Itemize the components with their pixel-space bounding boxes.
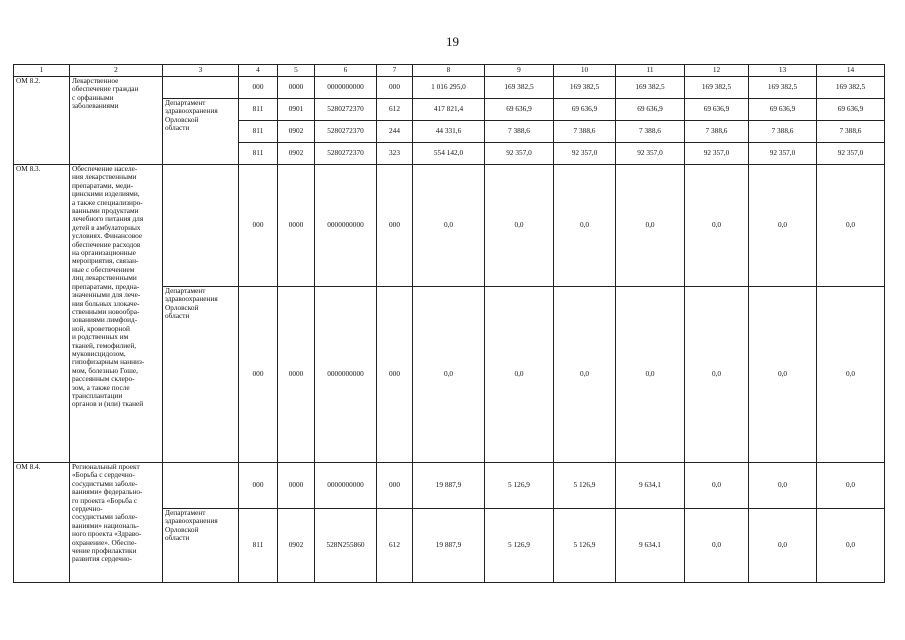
cell: 0901 bbox=[278, 99, 315, 121]
cell: 5 126,9 bbox=[554, 509, 616, 583]
cell: 0,0 bbox=[554, 165, 616, 287]
cell: 69 636,9 bbox=[485, 99, 554, 121]
cell: 000 bbox=[377, 77, 413, 99]
cell: 244 bbox=[377, 121, 413, 143]
cell: 0,0 bbox=[485, 165, 554, 287]
cell: 7 388,6 bbox=[685, 121, 749, 143]
cell: 69 636,9 bbox=[749, 99, 817, 121]
cell: 0,0 bbox=[554, 287, 616, 463]
cell: 0902 bbox=[278, 121, 315, 143]
cell: 417 821,4 bbox=[413, 99, 485, 121]
col-header: 5 bbox=[278, 65, 315, 77]
cell: 0000 bbox=[278, 463, 315, 509]
cell: 5 126,9 bbox=[485, 509, 554, 583]
cell: 69 636,9 bbox=[616, 99, 685, 121]
cell: 0,0 bbox=[817, 165, 885, 287]
cell: 7 388,6 bbox=[817, 121, 885, 143]
cell: 612 bbox=[377, 509, 413, 583]
measure-code: ОМ 8.2. bbox=[14, 77, 70, 165]
cell: 5 126,9 bbox=[485, 463, 554, 509]
cell: 9 634,1 bbox=[616, 509, 685, 583]
col-header: 13 bbox=[749, 65, 817, 77]
cell: 0,0 bbox=[485, 287, 554, 463]
cell: 000 bbox=[239, 77, 278, 99]
cell: 000 bbox=[377, 165, 413, 287]
cell: 0,0 bbox=[817, 287, 885, 463]
cell: 92 357,0 bbox=[817, 143, 885, 165]
cell: 169 382,5 bbox=[616, 77, 685, 99]
cell: 92 357,0 bbox=[749, 143, 817, 165]
cell: 69 636,9 bbox=[817, 99, 885, 121]
cell: 169 382,5 bbox=[485, 77, 554, 99]
executor: Департамент здравоохранения Орловской области bbox=[163, 509, 239, 583]
cell: 0000 bbox=[278, 165, 315, 287]
cell: 169 382,5 bbox=[554, 77, 616, 99]
cell: 811 bbox=[239, 121, 278, 143]
cell: 5 126,9 bbox=[554, 463, 616, 509]
cell: 612 bbox=[377, 99, 413, 121]
col-header: 4 bbox=[239, 65, 278, 77]
cell: 5280272370 bbox=[315, 121, 377, 143]
col-header: 12 bbox=[685, 65, 749, 77]
table-row bbox=[14, 165, 885, 287]
header-row bbox=[14, 65, 885, 77]
cell: 0000 bbox=[278, 287, 315, 463]
cell: 000 bbox=[239, 463, 278, 509]
cell: 0,0 bbox=[817, 509, 885, 583]
measure-code: ОМ 8.4. bbox=[14, 463, 70, 583]
cell: 9 634,1 bbox=[616, 463, 685, 509]
cell: 0,0 bbox=[749, 165, 817, 287]
cell: 44 331,6 bbox=[413, 121, 485, 143]
col-header: 1 bbox=[14, 65, 70, 77]
table-row bbox=[14, 77, 885, 99]
col-header: 9 bbox=[485, 65, 554, 77]
cell: 0,0 bbox=[685, 165, 749, 287]
cell: 0,0 bbox=[817, 463, 885, 509]
cell: 92 357,0 bbox=[616, 143, 685, 165]
col-header: 11 bbox=[616, 65, 685, 77]
cell: 5280272370 bbox=[315, 99, 377, 121]
cell: 0,0 bbox=[685, 463, 749, 509]
executor-empty bbox=[163, 77, 239, 99]
cell: 0902 bbox=[278, 143, 315, 165]
executor: Департамент здравоохранения Орловской области bbox=[163, 287, 239, 463]
col-header: 14 bbox=[817, 65, 885, 77]
cell: 000 bbox=[377, 287, 413, 463]
cell: 7 388,6 bbox=[749, 121, 817, 143]
cell: 69 636,9 bbox=[685, 99, 749, 121]
cell: 0000000000 bbox=[315, 165, 377, 287]
cell: 1 016 295,0 bbox=[413, 77, 485, 99]
cell: 0,0 bbox=[413, 287, 485, 463]
cell: 19 887,9 bbox=[413, 463, 485, 509]
cell: 0,0 bbox=[616, 287, 685, 463]
cell: 0,0 bbox=[413, 165, 485, 287]
cell: 0000000000 bbox=[315, 287, 377, 463]
cell: 0000000000 bbox=[315, 463, 377, 509]
cell: 0000000000 bbox=[315, 77, 377, 99]
col-header: 10 bbox=[554, 65, 616, 77]
cell: 323 bbox=[377, 143, 413, 165]
executor: Департамент здравоохранения Орловской области bbox=[163, 99, 239, 165]
cell: 554 142,0 bbox=[413, 143, 485, 165]
cell: 0,0 bbox=[685, 509, 749, 583]
col-header: 8 bbox=[413, 65, 485, 77]
cell: 169 382,5 bbox=[685, 77, 749, 99]
cell: 811 bbox=[239, 143, 278, 165]
col-header: 7 bbox=[377, 65, 413, 77]
col-header: 2 bbox=[70, 65, 163, 77]
cell: 000 bbox=[239, 287, 278, 463]
measure-description: Обеспечение населе- ния лекарственными препаратами, меди- цинскими изделиями, а также специализиро- ванными продуктами лечебного питания для детей в амбулаторных условиях. Финансовое обеспечение расходов на организационные мероприятия, связан- ные с обеспечением лиц лекарственными препаратами, предна- значенными для лече- ния больных злокаче- ственными новообра- зованиями лимфоид- ной, кроветворной и родственных им тканей, гемофилией, муковисцидозом, гипофизарным нанниз- мом, болезнью Гоше, рассеянным склеро- зом, а также после трансплантации органов и (или) тканей bbox=[70, 165, 163, 463]
executor-empty bbox=[163, 165, 239, 287]
measure-description: Региональный проект «Борьба с сердечно- сосудистыми заболе- ваниями» федерально- го проекта «Борьба с сердечно- сосудистыми заболе- ваниями» националь- ного проекта «Здраво- охранение». Обеспе- чение профилактики развития сердечно- bbox=[70, 463, 163, 583]
cell: 528N255860 bbox=[315, 509, 377, 583]
cell: 5280272370 bbox=[315, 143, 377, 165]
cell: 7 388,6 bbox=[554, 121, 616, 143]
cell: 7 388,6 bbox=[485, 121, 554, 143]
cell: 000 bbox=[239, 165, 278, 287]
cell: 19 887,9 bbox=[413, 509, 485, 583]
cell: 0902 bbox=[278, 509, 315, 583]
cell: 7 388,6 bbox=[616, 121, 685, 143]
measure-code: ОМ 8.3. bbox=[14, 165, 70, 463]
cell: 0,0 bbox=[749, 509, 817, 583]
cell: 0,0 bbox=[616, 165, 685, 287]
cell: 92 357,0 bbox=[485, 143, 554, 165]
table-row bbox=[14, 463, 885, 509]
cell: 0,0 bbox=[749, 287, 817, 463]
cell: 69 636,9 bbox=[554, 99, 616, 121]
cell: 92 357,0 bbox=[554, 143, 616, 165]
measure-description: Лекарственное обеспечение граждан с орфанными заболеваниями bbox=[70, 77, 163, 165]
cell: 92 357,0 bbox=[685, 143, 749, 165]
cell: 000 bbox=[377, 463, 413, 509]
col-header: 3 bbox=[163, 65, 239, 77]
cell: 0,0 bbox=[749, 463, 817, 509]
cell: 169 382,5 bbox=[749, 77, 817, 99]
cell: 811 bbox=[239, 509, 278, 583]
page-number: 19 bbox=[446, 34, 459, 49]
cell: 169 382,5 bbox=[817, 77, 885, 99]
cell: 0,0 bbox=[685, 287, 749, 463]
executor-empty bbox=[163, 463, 239, 509]
cell: 811 bbox=[239, 99, 278, 121]
budget-table bbox=[13, 64, 885, 583]
cell: 0000 bbox=[278, 77, 315, 99]
col-header: 6 bbox=[315, 65, 377, 77]
